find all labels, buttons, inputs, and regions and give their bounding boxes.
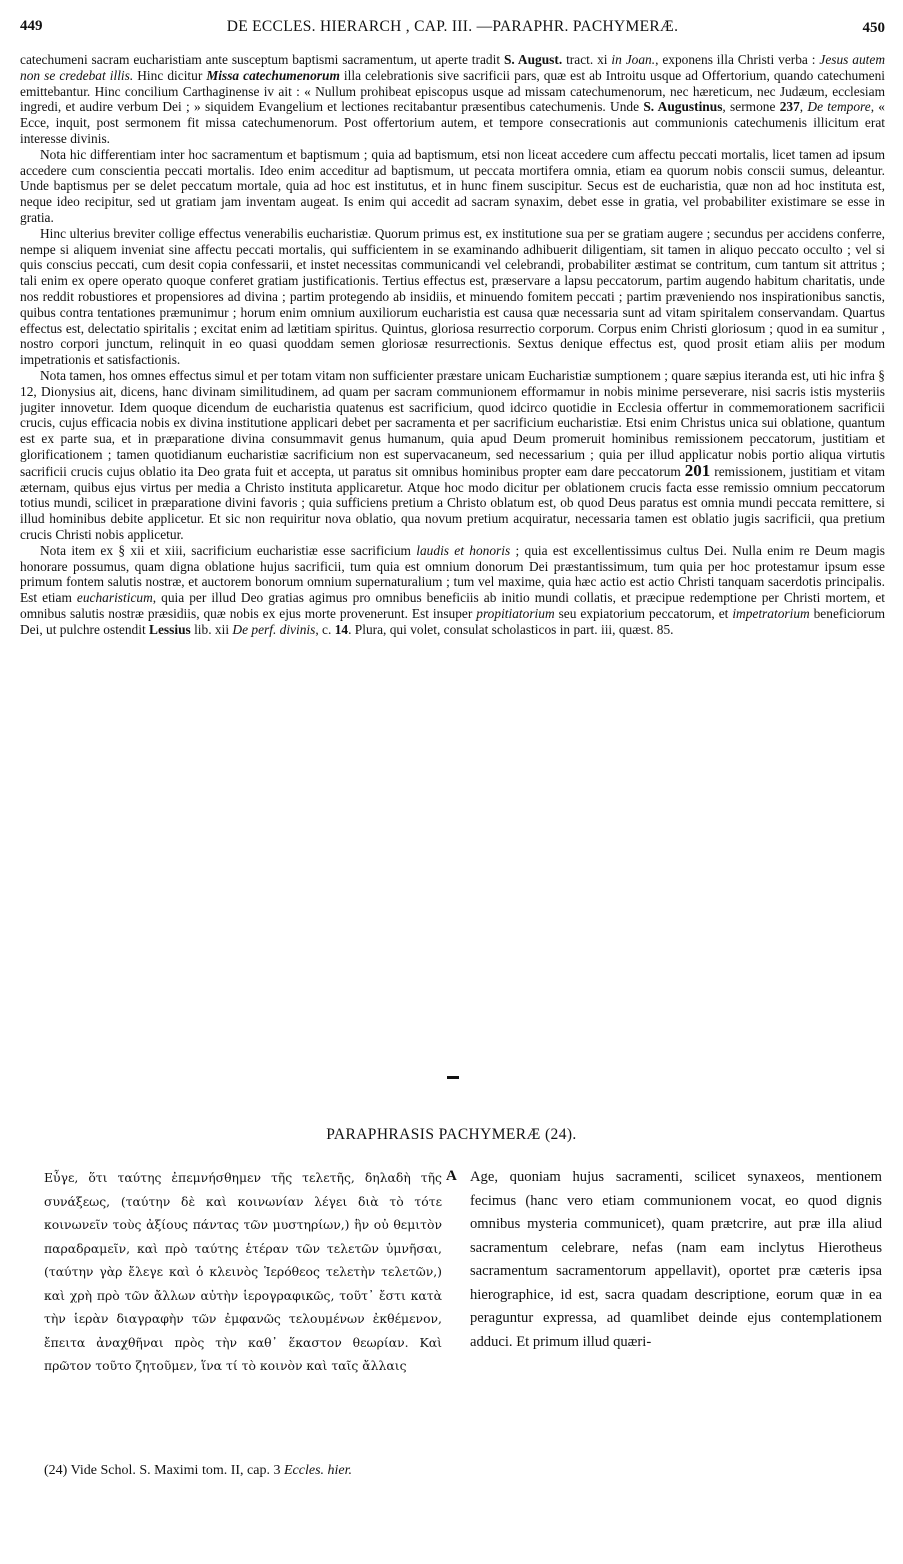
page-number-right: 450 [862, 20, 885, 36]
paragraph-baptism-difference: Nota hic differentiam inter hoc sacramentum et baptismum ; quia ad baptismum, etsi non liceat accedere cum affectu peccati mortalis, licet tamen ad ipsum accedere cum conscientia peccati mortalis. Ideo enim acceditur ad baptismum, ut peccata mortifera omnia, etiam ea quorum nobis conscii sumus, deleantur. Unde baptismus per se delet peccatum mortale, quia ad hoc est institutus, et in hunc finem suscipitur. Secus est de eucharistia, quæ non ad hoc instituta est, neque ideo recipitur, sed ut gratiam jam inventam augeat. Is enim qui accedit ad sacram synaxim, debet esse in gratia, vel probabiliter existimare se esse in gratia. [20, 146, 885, 225]
paragraph-sacrifice: Nota tamen, hos omnes effectus simul et per totam vitam non sufficienter præstare unicam Eucharistiæ sumptionem ; quare sæpius iteranda est, uti hic infra § 12, Dionysius ait, dicens, hanc divinam similitudinem, ad quam per sacram communionem efformamur in nobis minime perseverare, nisi sacris istis mysteriis jugiter innovetur. Idem quoque dicendum de eucharistia quatenus est sacrificium, quod idcirco quotidie in Ecclesia offertur in commemorationem sacrificii crucis, cujus efficacia nobis ex divina institutione applicari debet per sacramenta et per sacrificium eucharistiæ. Etsi enim Christus unica sui oblatione, quantum est ex parte sua, et in præparatione divina consummavit genus humanum, quia apud Deum promeruit hominibus remissionem peccatorum, justitiam et glorificationem ; tamen quotidianum eucharistiæ sacrificium non est supervacaneum, sed necessarium ; quia per illud applicatur nobis portio aliqua virtutis sacrificii crucis cujus oblatio ita Deo grata fuit et accepta, ut paratus sit omnibus hominibus propter eam dare peccatorum 201 remissionem, justitiam et vitam æternam, quibus ejus virtus per media a Christo instituta applicaretur. Atque hoc modo dicitur per oblationem crucis facta esse remissio omnium peccatorum totius mundi, scilicet in præparatione divini favoris ; quia sufficiens pretium a Christo oblatum est, ob quod Deus paratus est omnia mundi peccata remittere, si illud hominibus debite applicetur. Et sic non requiritur nova oblatio, qua novum pretium acquiratur, necessaria tamen est oblatio jugis sacrificii, qua pretium crucis Christi nobis applicetur. [20, 367, 885, 542]
column-number: 201 [684, 460, 711, 480]
latin-column: Age, quoniam hujus sacramenti, scilicet synaxeos, mentionem fecimus (hanc vero etiam communionem vocat, eo quod dignis omnibus mysteria communicet), quam prætcrire, aut præ illa aliud sacramentum celebrare, nefas (nam eam inclytus Hierotheus sacramentum sacramentorum appellavit), oportet præ cæteris ipsa hierographice, id est, sacra quadam descriptione, eorum quæ in ea peraguntur expressa, ad quamlibet deinde ejus contemplationem adduci. Et primum illud quæri- [470, 1169, 882, 1350]
running-header [20, 14, 885, 38]
paragraph-catechumens: catechumeni sacram eucharistiam ante susceptum baptismi sacramentum, ut aperte tradit S. August. tract. xi in Joan., exponens illa Christi verba : Jesus autem non se credebat illis. Hinc dicitur Missa catechumenorum illa celebrationis sive sacrificii pars, quæ est ab Introitu usque ad Offertorium, quando catechumeni emittebantur. Hinc concilium Carthaginense iv ait : « Nullum prohibeat episcopus usque ad missam catechumenorum, nec hæreticum, nec Judæum, ecclesiam ingredi, et audire verbum Dei ; » siquidem Evangelium et lectiones recitabantur præsentibus catechumenis. Unde S. Augustinus, sermone 237, De tempore, « Ecce, inquit, post sermonem fit missa catechumenorum. Post offertorium autem, et tempore consecrationis aut communionis catechumenis illicitum erat interesse divinis. [20, 52, 885, 146]
section-title: PARAPHRASIS PACHYMERÆ (24). [326, 1126, 577, 1143]
column-marker: A [446, 1168, 457, 1184]
running-title: DE ECCLES. HIERARCH , CAP. III. —PARAPHR. PACHYMERÆ. [226, 18, 679, 35]
section-separator [447, 1076, 459, 1079]
greek-column: Εὖγε, ὅτι ταύτης ἐπεμνήσθημεν τῆς τελετῆς, δηλαδὴ τῆς συνάξεως, (ταύτην δὲ καὶ κοινωνίαν λέγει διὰ τὸ τότε κοινωνεῖν τοὺς ἀξίους πάντας τῶν μυστηρίων,) ἣν οὐ θεμιτὸν παραδραμεῖν, καὶ πρὸ ταύτης ἑτέραν τῶν τελετῶν ὑμνῆσαι, (ταύτην γὰρ ἔλεγε καὶ ὁ κλεινὸς Ἱερόθεος τελετὴν τελετῶν,) καὶ χρὴ πρὸ τῶν ἄλλων αὐτὴν ἱερογραφικῶς, τοῦτ᾽ ἔστι κατὰ τὴν ἱερὰν διαγραφὴν τῶν ἐμφανῶς τελουμένων ἐκθέμενον, ἔπειτα ἀναχθῆναι πρὸς τὴν καθ᾽ ἕκαστον θεωρίαν. Καὶ πρῶτον τοῦτο ζητοῦμεν, ἵνα τί τὸ κοινὸν καὶ ταῖς ἄλλαις [44, 1170, 442, 1373]
paragraph-eucharistic-sacrifice: Nota item ex § xii et xiii, sacrificium eucharistiæ esse sacrificium laudis et honoris ; quia est excellentissimus cultus Dei. Nulla enim re Deum magis honorare possumus, quam digna oblatione hujus sacrificii, tum quia est omnium donorum Dei præstantissimum, tum quia per hoc protestamur ipsum esse primum fontem salutis nostræ, et auctorem bonorum omnium supernaturalium ; tum vel maxime, quia hæc actio est actio Christi tanquam sacerdotis principalis. Est etiam eucharisticum, quia per illud Deo gratias agimus pro omnibus beneficiis ab initio mundi collatis, et præcipue redemptione per Christi mortem, et omnibus salutis nostræ præsidiis, quæ nobis ex ejus morte provenerunt. Est insuper propitiatorium seu expiatorium peccatorum, et impetratorium beneficiorum Dei, ut pulchre ostendit Lessius lib. xii De perf. divinis, c. 14. Plura, qui volet, consulat scholasticos in part. iii, quæst. 85. [20, 542, 885, 637]
commentary-text [20, 52, 885, 1067]
page-number-left: 449 [20, 18, 43, 34]
paragraph-effects: Hinc ulterius breviter collige effectus venerabilis eucharistiæ. Quorum primus est, ex institutione sua per se gratiam augere ; secundus per accidens conferre, nempe si aliquem inveniat sine affectu peccati mortalis, qui sufficientem in se examinando adhibuerit diligentiam, sit tamen in aliquo peccato occulto ; vel si quis conscius peccati, cum desit copia confessarii, et instet necessitas communicandi vel celebrandi, probabiliter æstimat se contritum, cum tantum sit attritus ; tali enim ex opere operato quoque conferet gratiam justificationis. Tertius effectus est, præservare a lapsu peccatorum, partim augendo habitum charitatis, unde nos reddit robustiores et propensiores ad divina ; partim protegendo ab insidiis, et minuendo fomitem peccati ; partim præveniendo nos inspirationibus sanctis, quibus contra tentationes præmunimur ; horum enim omnium auxiliorum eucharistia est causa quæ necessaria sunt ad vitam spiritalem conservandam. Quartus effectus est, delectatio spiritalis ; excitat enim ad lætitiam spiritus. Quintus, gloriosa resurrectio corporum. Corpus enim Christi gloriosum ; quod in ea sumitur , nostro corpori junctum, relinquit in eo quasi quoddam semen gloriosæ resurrectionis. Sextus denique effectus est, quod prosit etiam aliis per modum impetrationis et satisfactionis. [20, 225, 885, 368]
footnote: (24) Vide Schol. S. Maximi tom. II, cap. 3 Eccles. hier. [44, 1463, 353, 1478]
